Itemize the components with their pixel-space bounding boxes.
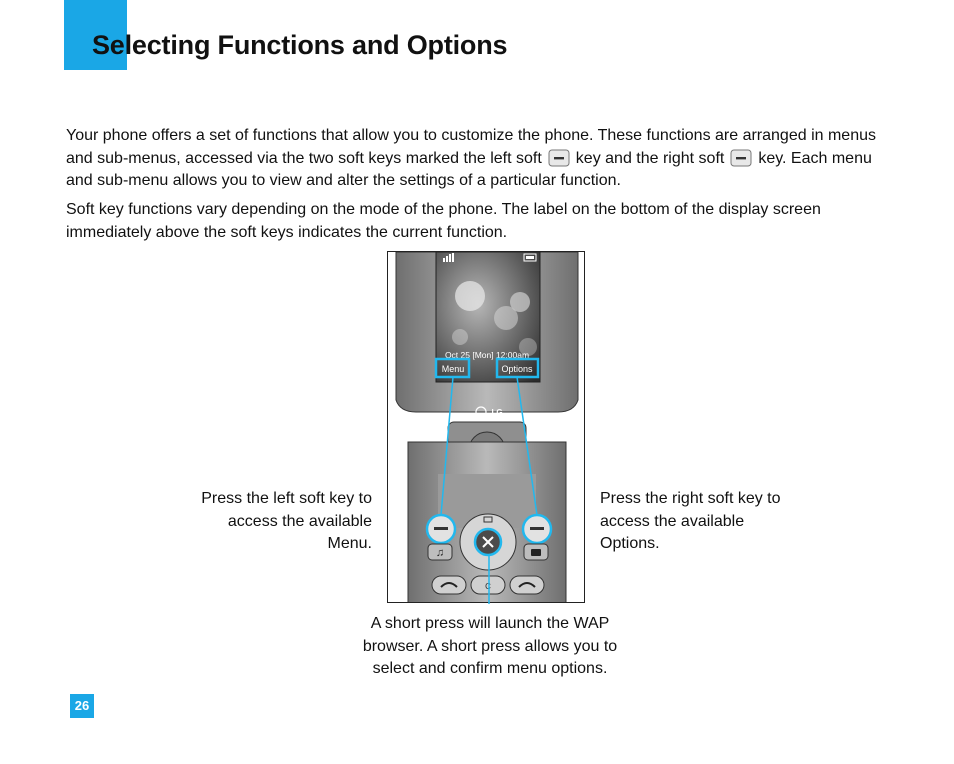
center-key-callout: A short press will launch the WAP browser. A short press allows you to select and confirm menu options.	[362, 615, 618, 677]
phone-svg	[388, 252, 585, 603]
right-softkey-callout: Press the right soft key to access the available Options.	[600, 490, 781, 552]
clear-key-icon: C	[485, 582, 491, 591]
right-softkey-icon	[730, 149, 752, 167]
music-icon: ♫	[435, 547, 445, 559]
screen-datetime: Oct 25 [Mon] 12:00am	[444, 350, 530, 360]
send-key[interactable]	[432, 576, 466, 594]
camera-icon	[531, 549, 541, 556]
screen-options-label: Options	[501, 364, 533, 374]
left-softkey-callout: Press the left soft key to access the available Menu.	[201, 490, 372, 552]
wallpaper-bokeh	[455, 281, 485, 311]
brand-logo: LG	[491, 408, 503, 417]
left-softkey-icon	[548, 149, 570, 167]
page-number-badge: 26	[70, 694, 94, 718]
phone-illustration	[387, 251, 585, 603]
end-key[interactable]	[510, 576, 544, 594]
intro-text-1: Your phone offers a set of functions that allow you to customize the phone. These functions are arranged in menus and sub-menus, accessed via the two soft keys marked the left soft	[66, 127, 876, 167]
intro-paragraph	[66, 125, 892, 193]
intro-text-2: key and the right soft	[575, 149, 725, 167]
intro-text-3: key. Each menu and sub-menu allows you to view and alter the settings of a particular function.	[66, 149, 872, 189]
screen-menu-label: Menu	[441, 364, 465, 374]
softkey-paragraph: Soft key functions vary depending on the mode of the phone. The label on the bottom of the display screen immediately above the soft keys indicates the current function.	[66, 201, 821, 241]
page-title: Selecting Functions and Options	[92, 30, 508, 60]
